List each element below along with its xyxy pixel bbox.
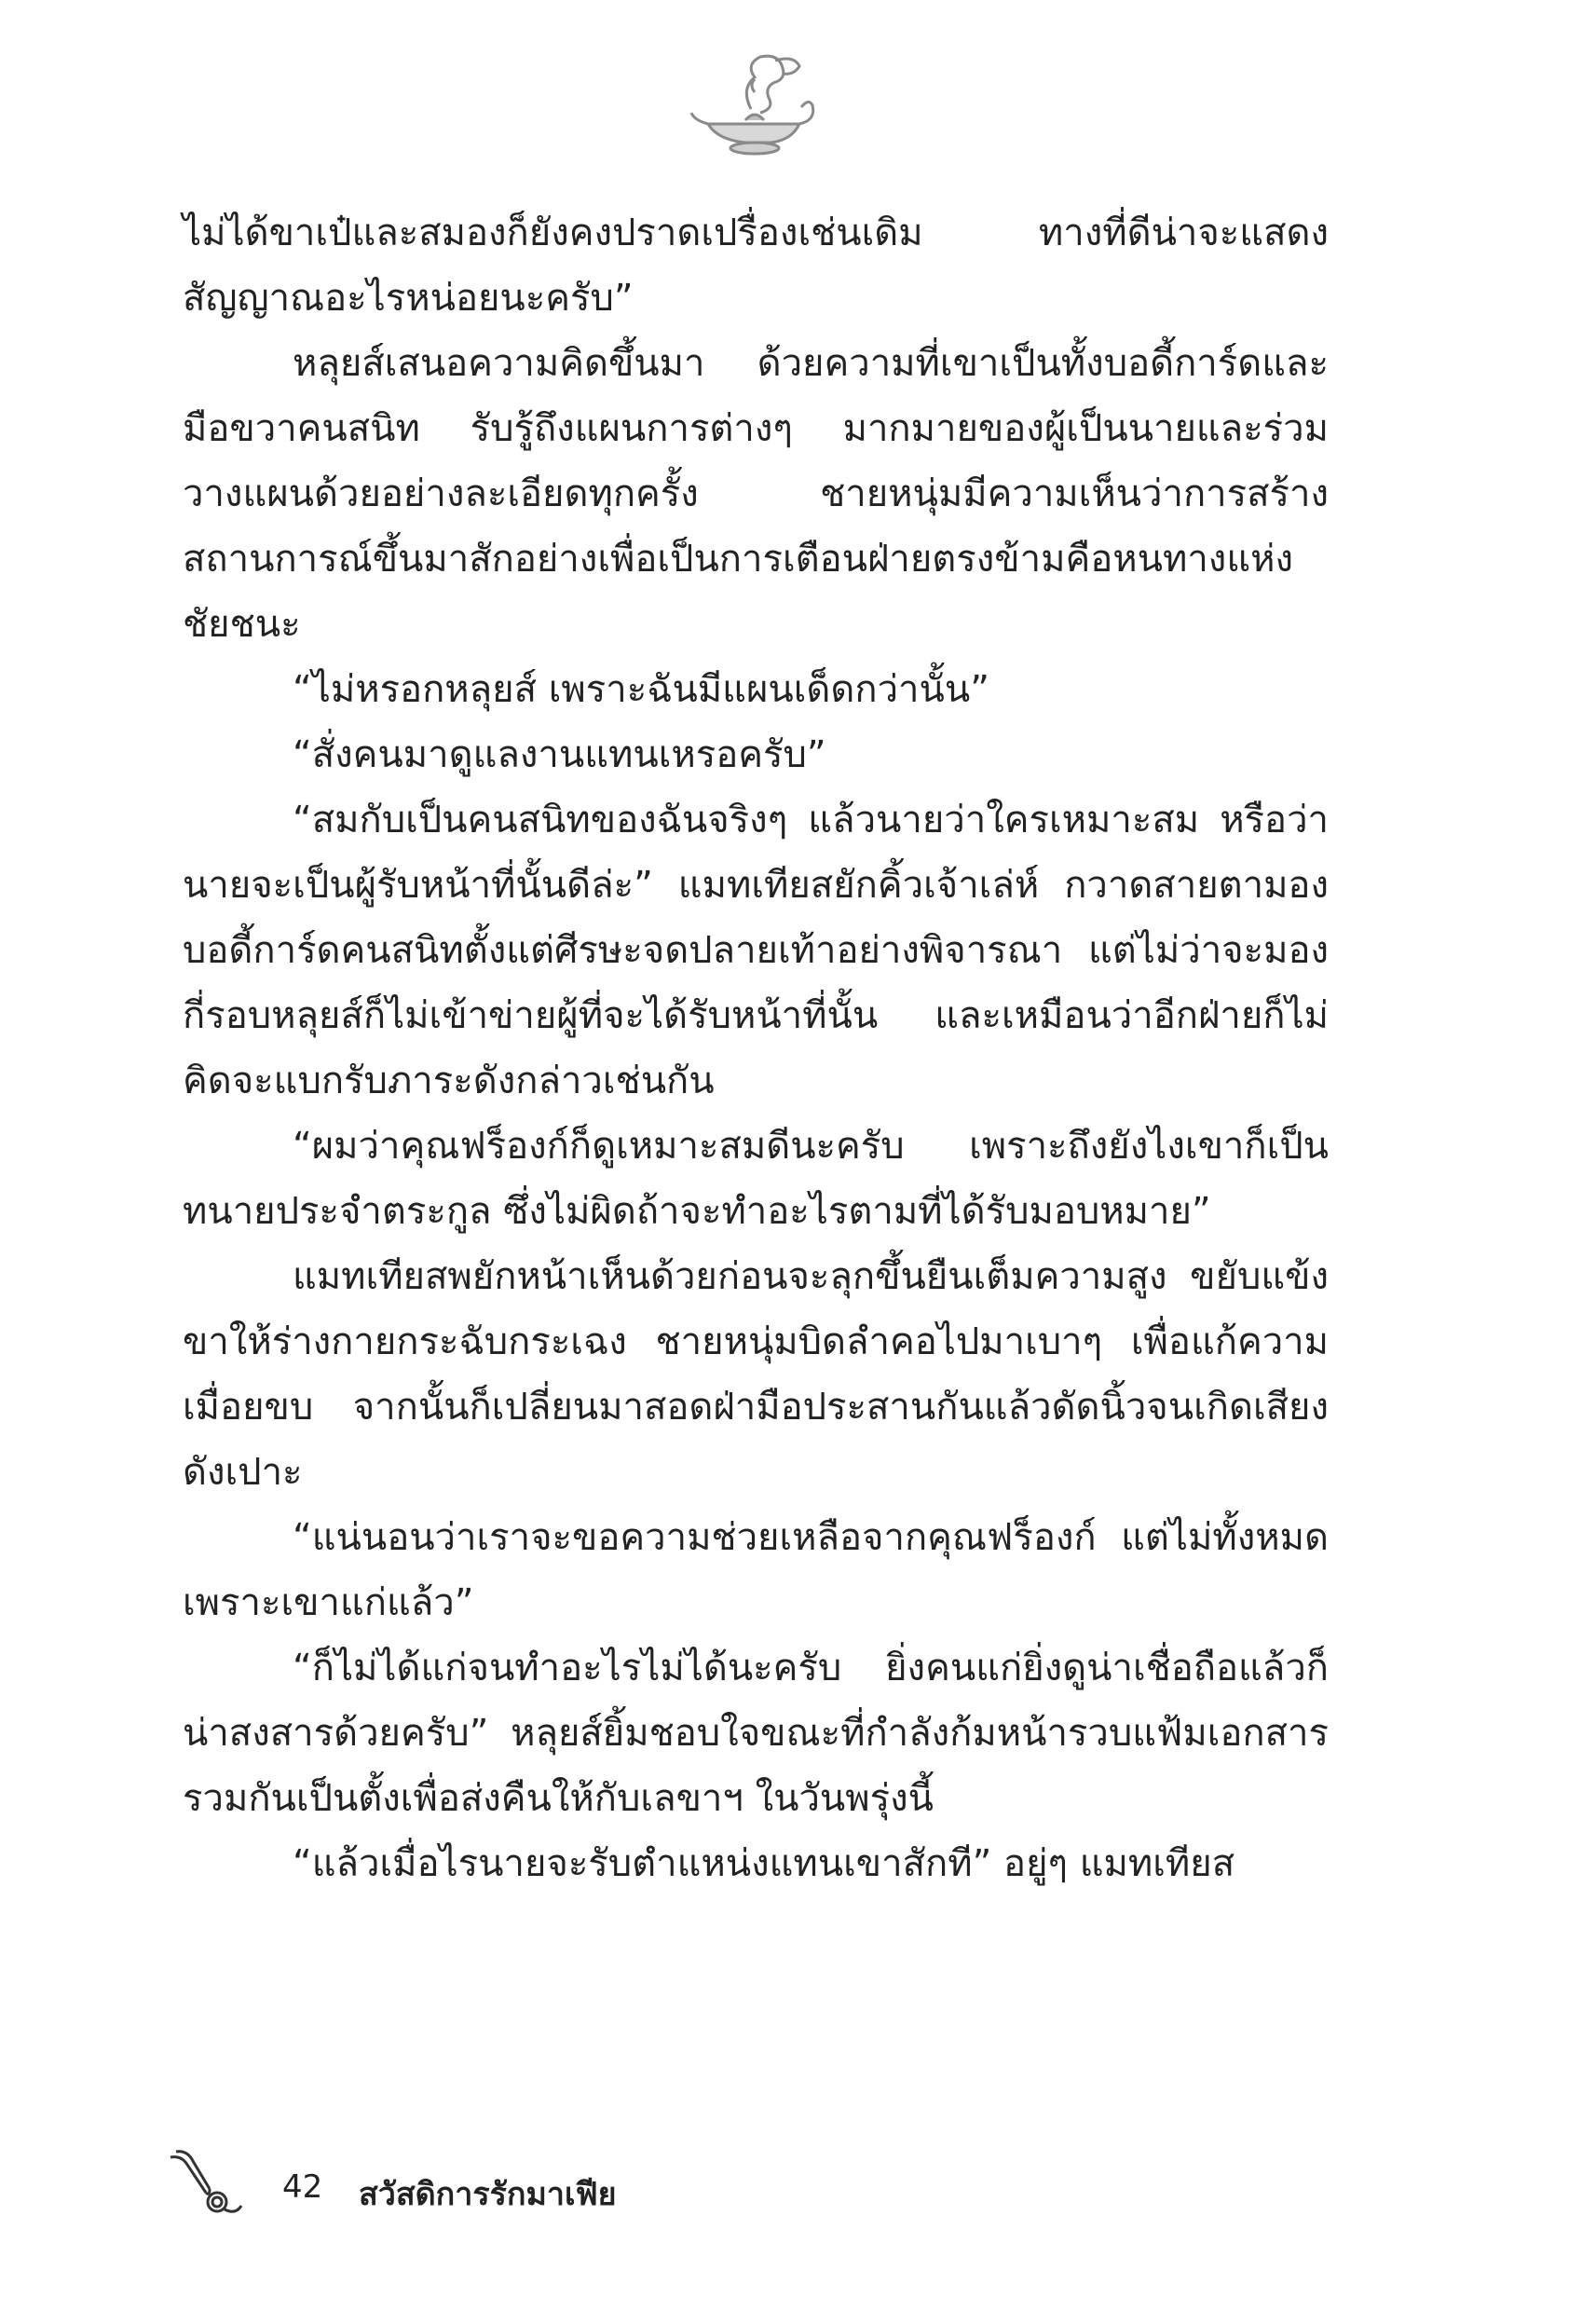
paragraph: แมทเทียสพยักหน้าเห็นด้วยก่อนจะลุกขึ้นยืนเต็มความสูง ขยับแข้งขาให้ร่างกายกระฉับกระเฉง ชายหนุ่มบิดลำคอไปมาเบาๆ เพื่อแก้ความเมื่อยขบ จากนั้นก็เปลี่ยนมาสอดฝ่ามือประสานกันแล้วดัดนิ้วจนเกิดเสียงดังเปาะ [183, 1255, 1329, 1494]
paragraph: “สั่งคนมาดูแลงานแทนเหรอครับ” [293, 733, 826, 776]
page-footer [163, 2148, 1002, 2222]
paragraph: หลุยส์เสนอความคิดขึ้นมา ด้วยความที่เขาเป็นทั้งบอดี้การ์ดและมือขวาคนสนิท รับรู้ถึงแผนการต่างๆ มากมายของผู้เป็นนายและร่วมวางแผนด้วยอย่างละเอียดทุกครั้ง ชายหนุ่มมีความเห็นว่าการสร้างสถานการณ์ขึ้นมาสักอย่างเพื่อเป็นการเตือนฝ่ายตรงข้ามคือหนทางแห่งชัยชนะ [183, 342, 1329, 646]
magic-lamp-icon [689, 51, 820, 163]
paragraph: “สมกับเป็นคนสนิทของฉันจริงๆ แล้วนายว่าใครเหมาะสม หรือว่านายจะเป็นผู้รับหน้าที่นั้นดีล่ะ” แมทเทียสยักคิ้วเจ้าเล่ห์ กวาดสายตามองบอดี้การ์ดคนสนิทตั้งแต่ศีรษะจดปลายเท้าอย่างพิจารณา แต่ไม่ว่าจะมองกี่รอบหลุยส์ก็ไม่เข้าข่ายผู้ที่จะได้รับหน้าที่นั้น และเหมือนว่าอีกฝ่ายก็ไม่คิดจะแบกรับภาระดังกล่าวเช่นกัน [183, 799, 1329, 1102]
paragraph: ไม่ได้ขาเป๋และสมองก็ยังคงปราดเปรื่องเช่นเดิม ทางที่ดีน่าจะแสดงสัญญาณอะไรหน่อยนะครับ” [183, 212, 1329, 320]
paragraph: “แล้วเมื่อไรนายจะรับตำแหน่งแทนเขาสักที” อยู่ๆ แมทเทียส [293, 1842, 1235, 1885]
paragraph: “แน่นอนว่าเราจะขอความช่วยเหลือจากคุณฟร็องก์ แต่ไม่ทั้งหมดเพราะเขาแก่แล้ว” [183, 1516, 1329, 1624]
paragraph: “ก็ไม่ได้แก่จนทำอะไรไม่ได้นะครับ ยิ่งคนแก่ยิ่งดูน่าเชื่อถือแล้วก็น่าสงสารด้วยครับ” หลุยส์ยิ้มชอบใจขณะที่กำลังก้มหน้ารวบแฟ้มเอกสารรวมกันเป็นตั้งเพื่อส่งคืนให้กับเลขาฯ ในวันพรุ่งนี้ [183, 1647, 1329, 1820]
body-text [183, 200, 1329, 1896]
paragraph: “ไม่หรอกหลุยส์ เพราะฉันมีแผนเด็ดกว่านั้น” [293, 668, 989, 711]
stethoscope-icon [163, 2148, 256, 2222]
page-number: 42 [282, 2168, 323, 2206]
book-title: สวัสดิการรักมาเฟีย [359, 2176, 617, 2213]
paragraph: “ผมว่าคุณฟร็องก์ก็ดูเหมาะสมดีนะครับ เพราะถึงยังไงเขาก็เป็นทนายประจำตระกูล ซึ่งไม่ผิดถ้าจะทำอะไรตามที่ได้รับมอบหมาย” [183, 1125, 1329, 1233]
